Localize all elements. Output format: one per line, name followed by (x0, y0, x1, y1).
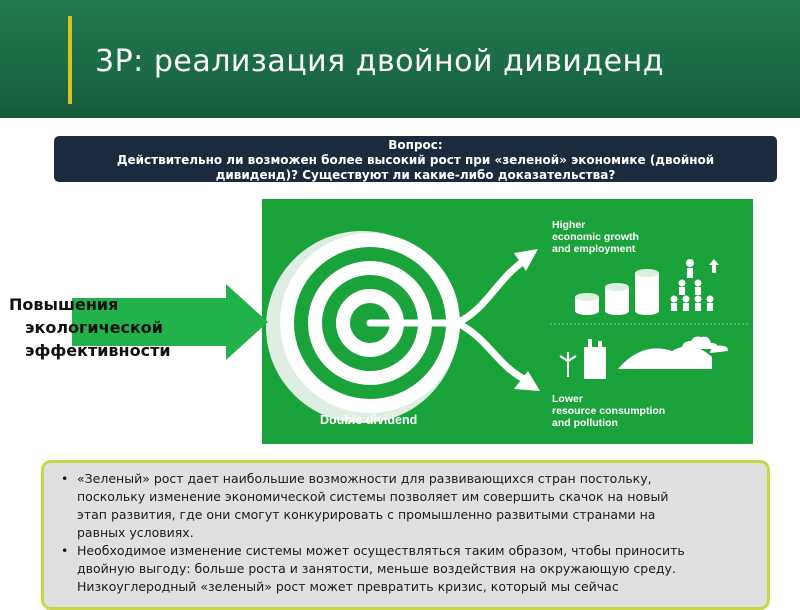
bullet-dot: • (61, 543, 69, 558)
infographic-drawing (262, 199, 753, 444)
upper-outcome-label: Higher economic growth and employment (552, 219, 639, 255)
side-label: Повышения экологической эффективности (9, 295, 171, 360)
question-text-line: Действительно ли возможен более высокий рост при «зеленой» экономике (двойной (116, 153, 715, 167)
slide-header (0, 0, 800, 118)
slide-title: 3P: реализация двойной дивиденд (95, 44, 664, 79)
double-dividend-label: Double dividend (320, 413, 418, 427)
header-accent-bar (68, 16, 72, 104)
bullet-dot: • (61, 471, 69, 486)
question-text-line: дивиденд)? Существуют ли какие-либо доказательства? (215, 168, 616, 182)
factory-icon (584, 339, 606, 379)
people-growth-icon (671, 259, 720, 311)
lower-outcome-label: Lower resource consumption and pollution (552, 393, 666, 429)
bullet-item: • «Зеленый» рост дает наибольшие возможности для развивающихся стран постольку, поскольку изменение экономической системы позволяет им совершить скачок на новый этап развития, где они смогут конкурировать с промышленно развитыми странами на равных условиях. (61, 471, 669, 540)
question-heading: Вопрос: (388, 138, 443, 152)
question-banner (54, 136, 777, 182)
double-dividend-infographic (262, 199, 753, 444)
landscape-icon (618, 346, 712, 369)
bullet-item: • Необходимое изменение системы может осуществляться таким образом, чтобы приносить двойную выгоду: больше роста и занятости, меньше воздействия на окружающую среду. Низкоуглеродный «зеленый» рост может превратить кризис, который мы сейчас (61, 543, 685, 594)
coin-stacks-icon (575, 269, 659, 315)
bullet-list (57, 470, 747, 596)
target-icon (266, 231, 460, 423)
wind-turbine-icon (560, 352, 576, 377)
